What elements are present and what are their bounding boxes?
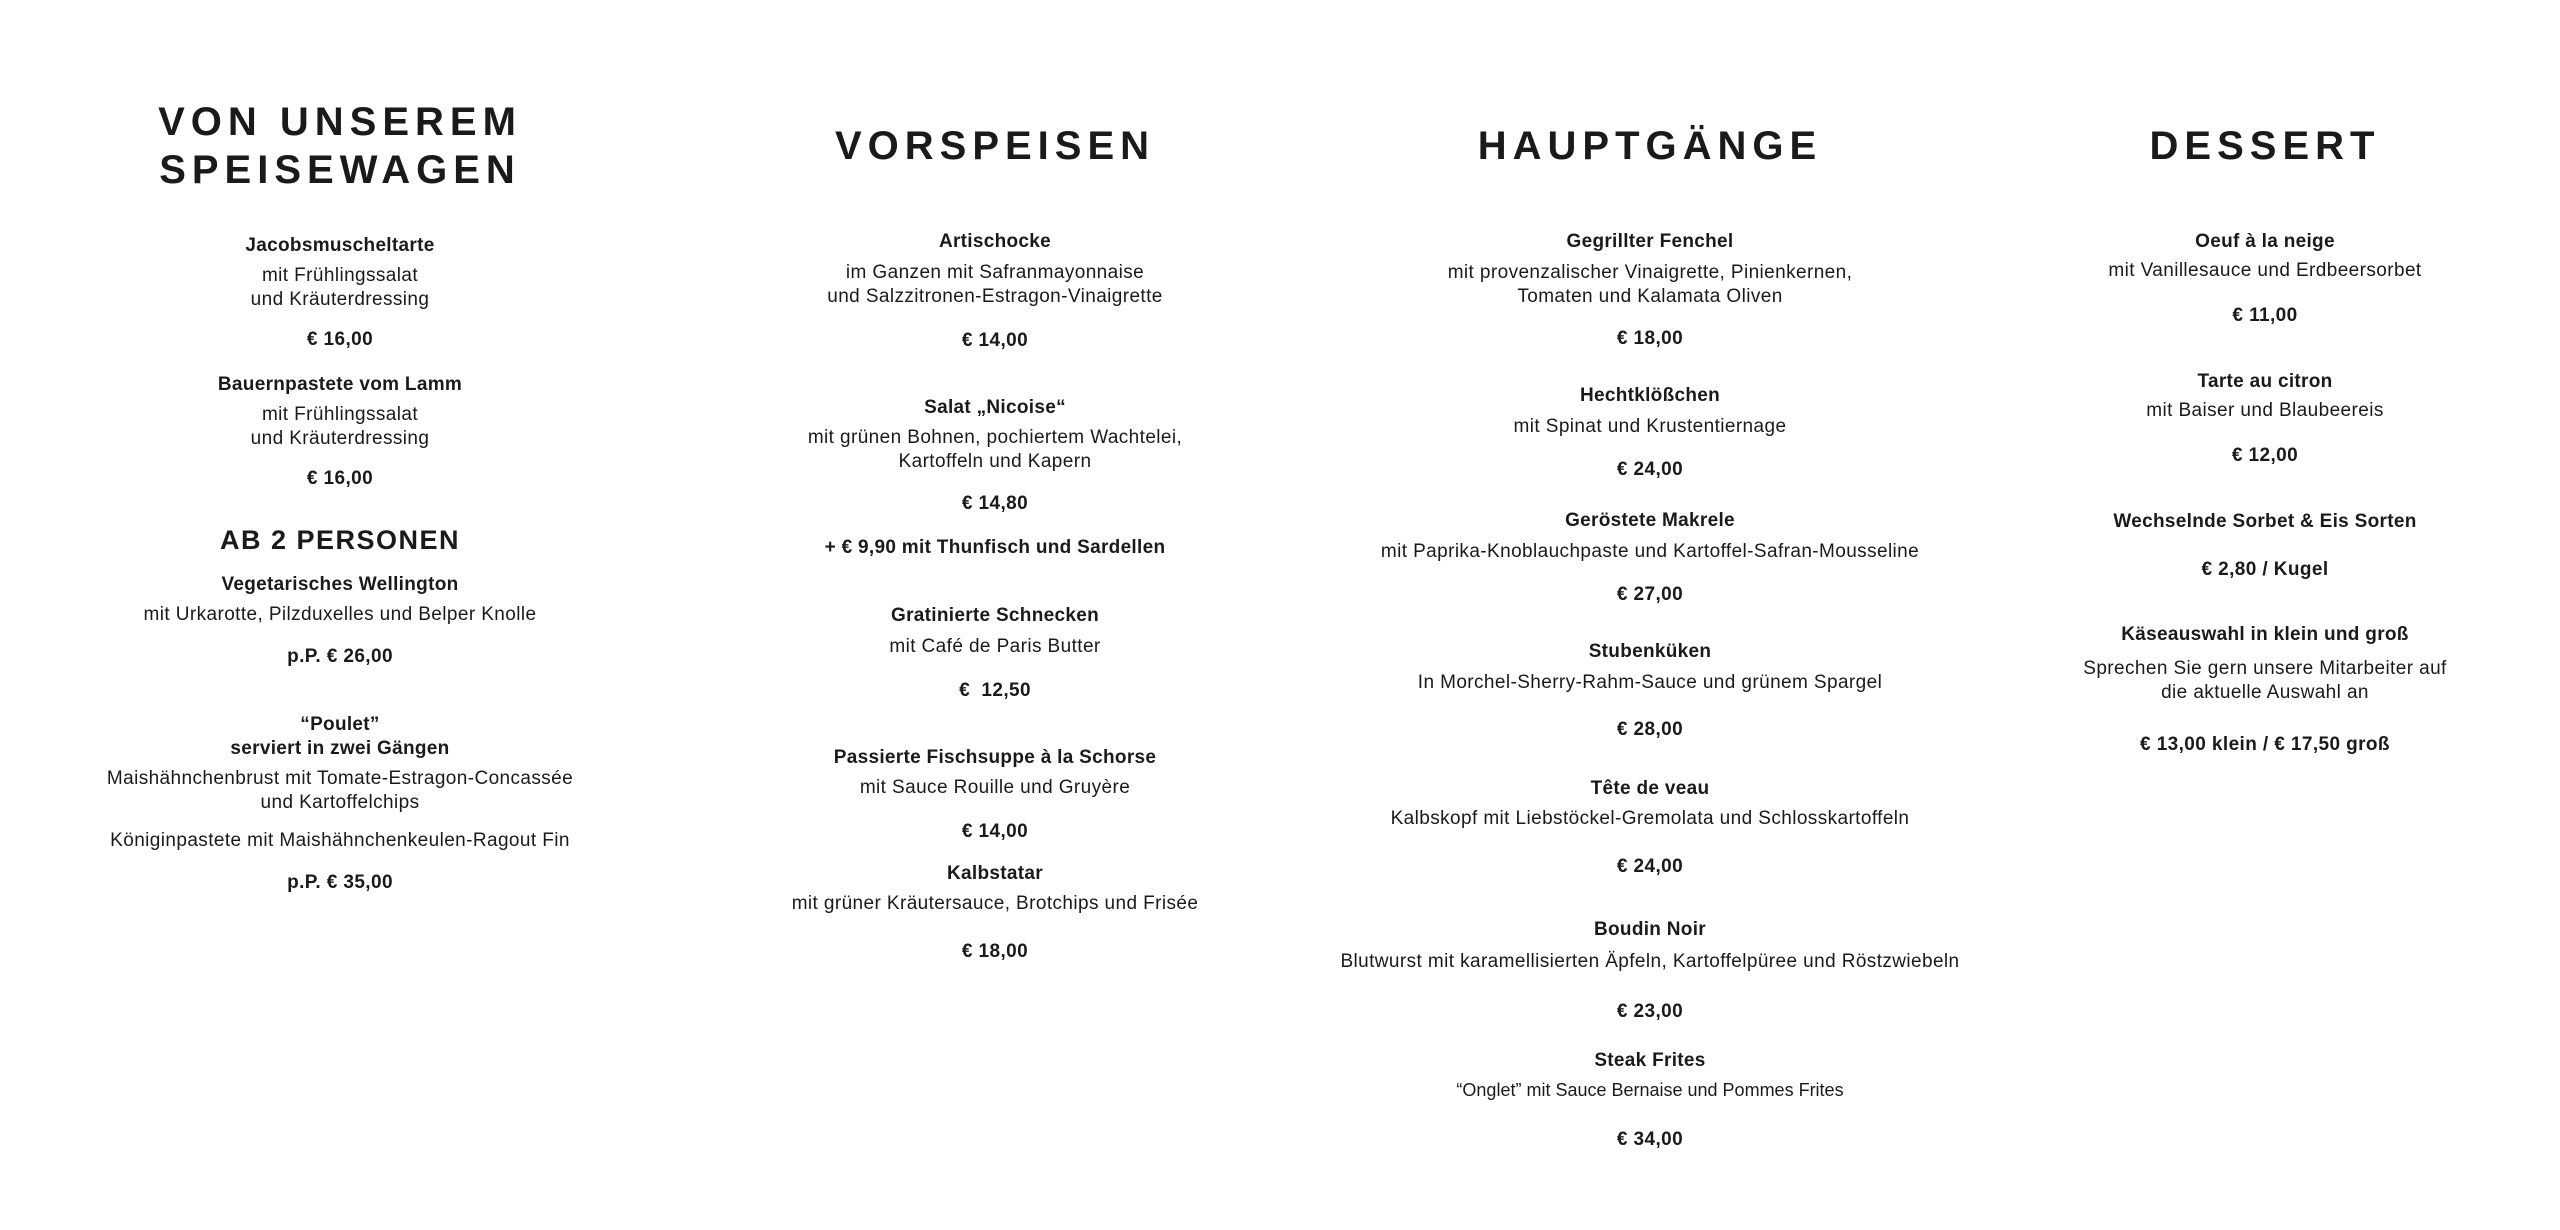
menu-item-name: Wechselnde Sorbet & Eis Sorten <box>2113 511 2417 532</box>
menu-item-name: Bauernpastete vom Lamm <box>217 374 463 395</box>
menu-item-name: Stubenküken <box>1588 641 1712 662</box>
section-subtitle-ab-2-personen: AB 2 PERSONEN <box>219 525 461 555</box>
menu-item-description: mit Sauce Rouille und Gruyère <box>859 777 1131 798</box>
menu-item-price: € 14,80 <box>961 493 1029 514</box>
menu-item-name: Hechtklößchen <box>1579 385 1721 406</box>
menu-item-description: In Morchel-Sherry-Rahm-Sauce und grünem Spargel <box>1417 672 1883 693</box>
menu-item-name: Passierte Fischsuppe à la Schorse <box>833 747 1157 768</box>
menu-item-price: € 24,00 <box>1616 459 1684 480</box>
menu-item-name: Kalbstatar <box>947 863 1043 884</box>
menu-item-name: Steak Frites <box>1594 1050 1706 1071</box>
menu-item-description: “Onglet” mit Sauce Bernaise und Pommes Frites <box>1456 1080 1844 1100</box>
menu-item-description: Maishähnchenbrust mit Tomate-Estragon-Concassée und Kartoffelchips <box>106 768 574 813</box>
menu-item-description: mit Baiser und Blaubeereis <box>2146 400 2384 421</box>
menu-item-description: mit Vanillesauce und Erdbeersorbet <box>2108 260 2422 281</box>
menu-item-name: Artischocke <box>938 231 1052 252</box>
section-title-speisewagen: VON UNSEREM SPEISEWAGEN <box>158 100 522 192</box>
menu-item-price: € 14,00 <box>961 330 1029 351</box>
menu-item-description: mit Paprika-Knoblauchpaste und Kartoffel-Safran-Mousseline <box>1380 541 1920 562</box>
menu-item-description: mit Spinat und Krustentiernage <box>1513 416 1787 437</box>
menu-item-price: € 23,00 <box>1616 1001 1684 1022</box>
menu-item-price: € 12,50 <box>959 680 1031 701</box>
menu-item-price: € 34,00 <box>1616 1129 1684 1150</box>
menu-item-description: mit Café de Paris Butter <box>889 636 1101 657</box>
menu-item-name: Vegetarisches Wellington <box>221 574 459 595</box>
menu-item-description-secondary: Königinpastete mit Maishähnchenkeulen-Ragout Fin <box>110 830 570 851</box>
menu-item-description: mit Frühlingssalat und Kräuterdressing <box>250 404 430 449</box>
menu-item-name: “Poulet” serviert in zwei Gängen <box>230 714 450 759</box>
menu-item-name: Gratinierte Schnecken <box>891 605 1099 626</box>
menu-item-name: Salat „Nicoise“ <box>924 397 1066 418</box>
menu-item-name: Geröstete Makrele <box>1565 510 1735 531</box>
menu-item-price: € 14,00 <box>961 821 1029 842</box>
menu-item-description: Kalbskopf mit Liebstöckel-Gremolata und Schlosskartoffeln <box>1390 808 1910 829</box>
menu-item-price: € 13,00 klein / € 17,50 groß <box>2140 734 2390 755</box>
menu-item-price: € 16,00 <box>306 329 374 350</box>
menu-item-description: mit Frühlingssalat und Kräuterdressing <box>250 265 430 310</box>
menu-item-name: Jacobsmuscheltarte <box>245 235 435 256</box>
menu-item-extra-option: + € 9,90 mit Thunfisch und Sardellen <box>824 537 1166 558</box>
menu-item-description: im Ganzen mit Safranmayonnaise und Salzzitronen-Estragon-Vinaigrette <box>827 262 1163 307</box>
section-title-vorspeisen: VORSPEISEN <box>834 124 1156 168</box>
section-title-hauptgaenge: HAUPTGÄNGE <box>1477 124 1823 168</box>
menu-item-name: Boudin Noir <box>1593 919 1706 940</box>
menu-item-price: p.P. € 35,00 <box>287 872 393 893</box>
menu-item-description: mit grüner Kräutersauce, Brotchips und Frisée <box>791 893 1199 914</box>
menu-item-price: € 18,00 <box>961 941 1029 962</box>
menu-item-description: Sprechen Sie gern unsere Mitarbeiter auf die aktuelle Auswahl an <box>2083 658 2447 703</box>
menu-item-price: € 27,00 <box>1616 584 1684 605</box>
menu-item-price: p.P. € 26,00 <box>287 646 393 667</box>
menu-item-description: mit Urkarotte, Pilzduxelles und Belper Knolle <box>143 604 537 625</box>
menu-item-name: Tête de veau <box>1590 778 1710 799</box>
menu-item-price: € 24,00 <box>1616 856 1684 877</box>
menu-item-price: € 28,00 <box>1616 719 1684 740</box>
menu-item-name: Oeuf à la neige <box>2195 231 2335 252</box>
menu-item-description: Blutwurst mit karamellisierten Äpfeln, Kartoffelpüree und Röstzwiebeln <box>1340 951 1960 972</box>
menu-item-name: Käseauswahl in klein und groß <box>2121 624 2409 645</box>
menu-item-price: € 12,00 <box>2231 445 2299 466</box>
menu-item-price: € 18,00 <box>1616 328 1684 349</box>
menu-item-price: € 16,00 <box>306 468 374 489</box>
menu-item-description: mit grünen Bohnen, pochiertem Wachtelei, Kartoffeln und Kapern <box>807 427 1183 472</box>
section-title-dessert: DESSERT <box>2149 124 2381 168</box>
menu-item-price: € 2,80 / Kugel <box>2201 559 2329 580</box>
menu-item-name: Tarte au citron <box>2197 371 2333 392</box>
menu-item-description: mit provenzalischer Vinaigrette, Pinienkernen, Tomaten und Kalamata Oliven <box>1447 262 1853 307</box>
menu-item-name: Gegrillter Fenchel <box>1566 231 1734 252</box>
menu-item-price: € 11,00 <box>2232 305 2298 326</box>
